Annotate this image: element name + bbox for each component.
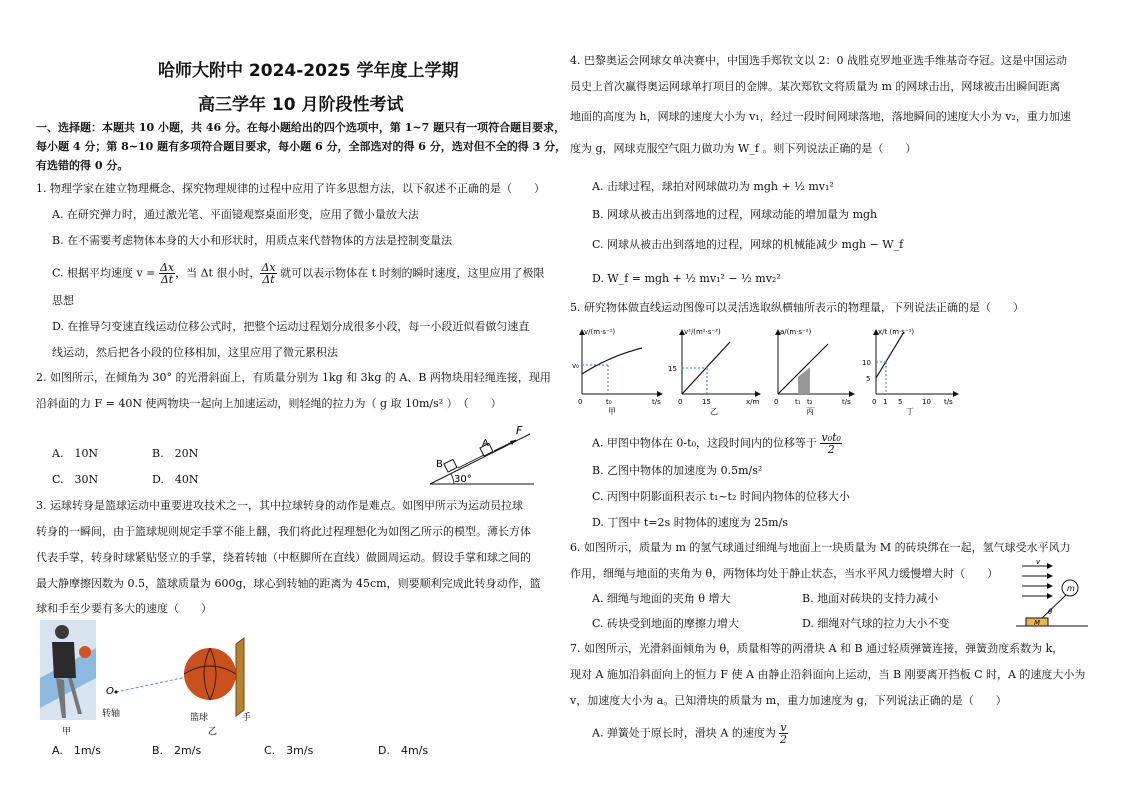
q1-c-frac1: $\frac{\Delta x}{\Delta t}$: [159, 261, 175, 286]
q3-label-jia: 甲: [62, 727, 72, 737]
q3-text-1: 3. 运球转身是篮球运动中重要进攻技术之一，其中拉球转身的动作是难点。如图甲所示为运动员拉球: [36, 499, 523, 512]
q1-option-c: [52, 262, 545, 285]
q2-stem-2: 沿斜面的力 F = 40N 使两物块一起向上加速运动，则轻绳的拉力为（ g 取 10m/s² ） （ ）: [36, 397, 502, 410]
q7-option-a: [592, 722, 788, 745]
graph-bing-ylabel: a/(m·s⁻²): [780, 328, 812, 336]
graph-jia-t0: t₀: [606, 398, 612, 406]
q5-option-c: C. 丙图中阴影面积表示 t₁~t₂ 时间内物体的位移大小: [592, 490, 850, 503]
graph-jia-v0: v₀: [572, 362, 579, 370]
q6-text-1: 6. 如图所示，质量为 m 的氢气球通过细绳与地面上一块质量为 M 的砖块绑在一起，氢气球受水平风力: [570, 541, 1071, 554]
graph-bing: [774, 328, 854, 416]
graph-ding-x1: 1: [883, 398, 888, 406]
q2-label-f: F: [516, 424, 523, 437]
graph-yi-y15: 15: [668, 365, 677, 373]
q4-option-c: C. 网球从被击出到落地的过程，网球的机械能减少 mgh − W_f: [592, 238, 904, 251]
q4-option-b: B. 网球从被击出到落地的过程，网球动能的增加量为 mgh: [592, 208, 878, 221]
q3-text-2: 转身的一瞬间，由于篮球规则规定手掌不能上翻，我们将此过程理想化为如图乙所示的模型。薄长方体: [36, 525, 531, 538]
q1-c-frac2: $\frac{\Delta x}{\Delta t}$: [261, 261, 276, 286]
q3-option-b: B. 2m/s: [152, 744, 202, 757]
graph-ding-x0: 0: [872, 398, 877, 406]
graph-bing-t1: t₁: [795, 398, 801, 406]
graph-ding-x5: 5: [898, 398, 903, 406]
q1-option-b: B. 在不需要考虑物体本身的大小和形状时，用质点来代替物体的方法是控制变量法: [52, 234, 453, 247]
graph-jia: [572, 328, 662, 416]
graph-jia-xlabel: t/s: [652, 398, 661, 406]
q3-text-4: 最大静摩擦因数为 0.5，篮球质量为 600g，球心到转轴的距离为 45cm，则要顺利完成此转身动作，篮: [36, 577, 541, 590]
q7-text-1: 7. 如图所示，光滑斜面倾角为 θ，质量相等的两滑块 A 和 B 通过轻质弹簧连接，弹簧劲度系数为 k，: [570, 642, 1064, 655]
q2-option-a: A. 10N: [52, 447, 99, 460]
q5-graphs: [570, 322, 970, 418]
q4-text-2: 员史上首次赢得奥运网球单打项目的金牌。某次郑钦文将质量为 m 的网球击出，网球被击出瞬间距离: [570, 80, 1061, 93]
graph-ding-name: 丁: [906, 407, 914, 416]
q2-label-angle: 30°: [454, 474, 472, 485]
q3-label-ball: 篮球: [190, 713, 209, 723]
q2-stem-1: 2. 如图所示，在倾角为 30° 的光滑斜面上，有质量分别为 1kg 和 3kg 的 A、B 两物块用轻绳连接，现用: [36, 371, 551, 384]
q5-a-text: A. 甲图中物体在 0-t₀，这段时间内的位移等于: [592, 436, 821, 450]
q7-text-2: 现对 A 施加沿斜面向上的恒力 F 使 A 由静止沿斜面向上运动，当 B 刚要离开挡板 C 时，A 的速度大小为: [570, 668, 1086, 681]
q3-label-axis: 转轴: [102, 709, 121, 719]
q4-text-3: 地面的高度为 h，网球的速度大小为 v₁，经过一段时间网球落地，落地瞬间的速度大小为 v₂，重力加速: [570, 110, 1071, 123]
graph-bing-origin: 0: [774, 398, 779, 406]
graph-bing-t2: t₂: [807, 398, 813, 406]
q5-option-b: B. 乙图中物体的加速度为 0.5m/s²: [592, 464, 763, 477]
graph-yi-origin: 0: [678, 398, 683, 406]
q1-option-d-2: 线运动，然后把各小段的位移相加，这里应用了微元累积法: [52, 346, 338, 359]
q5-option-d: D. 丁图中 t=2s 时物体的速度为 25m/s: [592, 516, 788, 529]
q5-stem: 5. 研究物体做直线运动图像可以灵活选取纵横轴所表示的物理量，下列说法正确的是（ ）: [570, 301, 1024, 314]
graph-yi: [668, 328, 760, 416]
q6-label-m: m: [1067, 584, 1075, 593]
q3-option-a: A. 1m/s: [52, 744, 101, 757]
q3-label-yi: 乙: [208, 727, 218, 737]
graph-ding-y5: 5: [866, 375, 871, 383]
q2-label-a: A: [482, 438, 489, 449]
q3-label-o: O: [106, 686, 114, 697]
q4-option-d: D. W_f = mgh + ½ mv₁² − ½ mv₂²: [592, 272, 781, 285]
exam-title-line2: 高三学年 10 月阶段性考试: [198, 95, 404, 115]
graph-jia-origin: 0: [578, 398, 583, 406]
graph-yi-name: 乙: [710, 407, 718, 416]
graph-jia-ylabel: v/(m·s⁻¹): [584, 328, 616, 336]
q6-option-d: D. 细绳对气球的拉力大小不变: [802, 617, 950, 630]
graph-yi-x15: 15: [702, 398, 711, 406]
section-instructions-2: 每小题 4 分；第 8~10 题有多项符合题目要求，每小题 6 分，全部选对的得 6 分，选对但不全的得 3 分，: [36, 140, 567, 153]
graph-bing-name: 丙: [806, 407, 814, 416]
q1-option-d-1: D. 在推导匀变速直线运动位移公式时，把整个运动过程划分成很多小段，每一小段近似看做匀速直: [52, 320, 530, 333]
q2-label-b: B: [436, 459, 443, 470]
q1-c-text1: C. 根据平均速度 v =: [52, 266, 159, 280]
player-head: [55, 625, 69, 639]
q1-option-c-cont: 思想: [52, 294, 74, 307]
q4-option-a: A. 击球过程，球拍对网球做功为 mgh + ½ mv₁²: [592, 180, 834, 193]
graph-ding: [862, 328, 958, 416]
q1-option-a: A. 在研究弹力时，通过激光笔、平面镜观察桌面形变，应用了微小量放大法: [52, 208, 419, 221]
q4-text-1: 4. 巴黎奥运会网球女单决赛中，中国选手郑钦文以 2：0 战胜克罗地亚选手维基奇夺冠。这是中国运动: [570, 54, 1067, 67]
section-instructions-3: 有选错的得 0 分。: [36, 159, 129, 172]
q2-option-b: B. 20N: [152, 447, 199, 460]
graph-bing-xlabel: t/s: [842, 398, 851, 406]
photo-basketball: [79, 646, 91, 658]
q1-c-text3: 就可以表示物体在 t 时刻的瞬时速度，这里应用了极限: [276, 266, 545, 280]
q6-label-theta: θ: [1048, 608, 1053, 616]
q4-text-4: 度为 g，网球克服空气阻力做功为 W_f 。则下列说法正确的是（ ）: [570, 142, 917, 155]
graph-yi-xlabel: x/m: [746, 398, 760, 406]
q3-text-5: 球和手至少要有多大的速度（ ）: [36, 602, 212, 615]
graph-ding-y10: 10: [862, 359, 871, 367]
q6-label-v: v: [1036, 558, 1041, 566]
section-instructions-1: 一、选择题：本题共 10 小题，共 46 分。在每小题给出的四个选项中，第 1~7 题只有一项符合题目要求，: [36, 121, 566, 134]
q2-option-c: C. 30N: [52, 473, 99, 486]
graph-jia-name: 甲: [608, 407, 616, 416]
q1-stem: 1. 物理学家在建立物理概念、探究物理规律的过程中应用了许多思想方法，以下叙述不正确的是（ ）: [36, 182, 545, 195]
q5-a-frac: $\frac{\text{v₀t₀}}{2}$: [821, 431, 841, 456]
q3-label-hand: 手: [242, 713, 252, 723]
q7-a-text: A. 弹簧处于原长时，滑块 A 的速度为: [592, 726, 780, 740]
q1-c-text2: ，当 Δt 很小时，: [175, 266, 261, 280]
q3-figure: [38, 618, 298, 738]
q3-option-d: D. 4m/s: [378, 744, 429, 757]
q3-text-3: 代表手掌，转身时球紧贴竖立的手掌，绕着转轴（中枢脚所在直线）做圆周运动。假设手掌和球之间的: [36, 551, 531, 564]
q5-option-a: [592, 432, 842, 455]
q6-label-bigm: M: [1034, 619, 1041, 627]
q6-option-b: B. 地面对砖块的支持力减小: [802, 592, 939, 605]
q2-incline-figure: [426, 420, 536, 488]
q7-text-3: v，加速度大小为 a。已知滑块的质量为 m，重力加速度为 g，下列说法正确的是（ ）: [570, 694, 1007, 707]
graph-ding-x10: 10: [922, 398, 931, 406]
graph-yi-ylabel: v²/(m²·s⁻²): [684, 328, 721, 336]
q3-option-c: C. 3m/s: [264, 744, 314, 757]
q6-text-2: 作用，细绳与地面的夹角为 θ，两物体均处于静止状态，当水平风力缓慢增大时（ ）: [570, 567, 999, 580]
q6-option-c: C. 砖块受到地面的摩擦力增大: [592, 617, 740, 630]
exam-title-line1: 哈师大附中 2024-2025 学年度上学期: [158, 61, 459, 81]
graph-ding-ylabel: x/t (m·s⁻¹): [878, 328, 915, 336]
graph-ding-xlabel: t/s: [944, 398, 953, 406]
q2-option-d: D. 40N: [152, 473, 199, 486]
q6-option-a: A. 细绳与地面的夹角 θ 增大: [592, 592, 731, 605]
q7-a-frac: $\frac{v}{2}$: [779, 721, 787, 746]
q6-figure: [1014, 556, 1090, 632]
basketball-icon: [184, 648, 236, 700]
player-body: [52, 642, 76, 678]
